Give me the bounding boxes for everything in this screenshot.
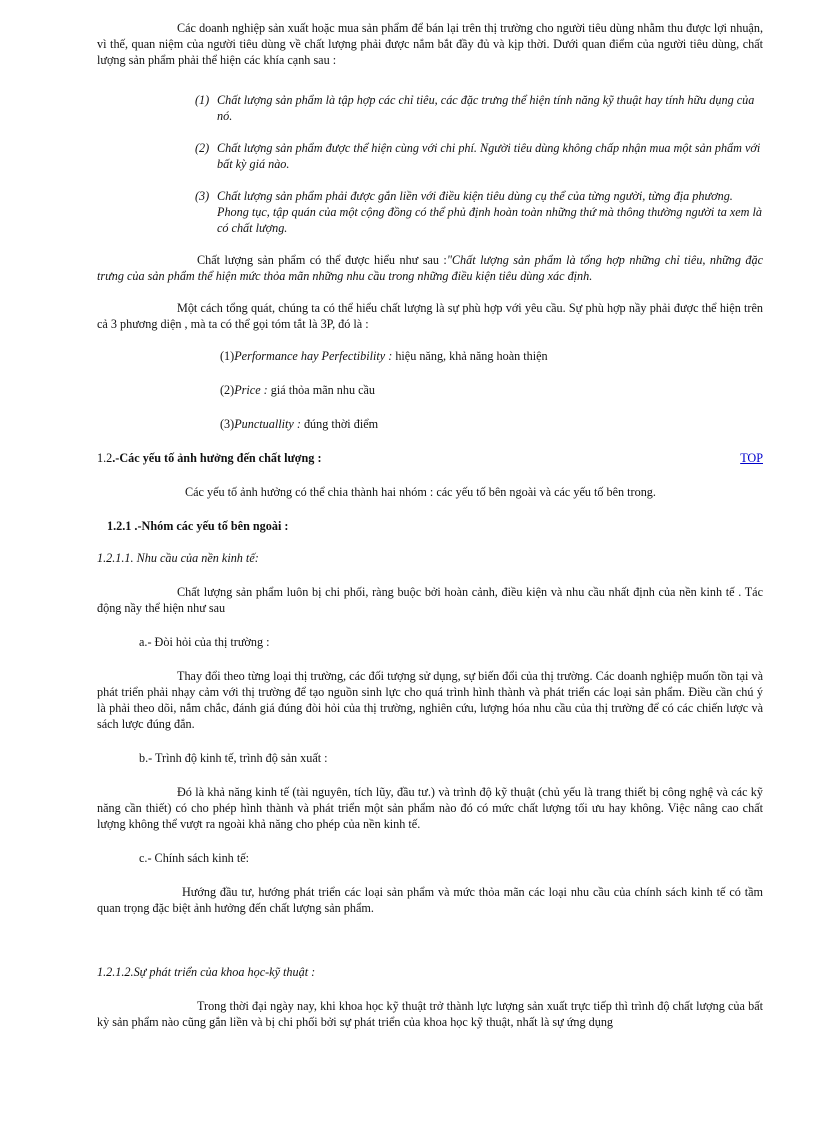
- three-p-desc: hiệu năng, khả năng hoàn thiện: [392, 349, 548, 363]
- section-1-2-1-2-text: Trong thời đại ngày nay, khi khoa học kỹ thuật trở thành lực lượng sản xuất trực tiếp thì trình độ chất lượng của bất kỳ sản phẩm nào cũng gắn liền và bị chi phối bởi sự phát triển của khoa học kỹ thuật, nhất là sự ứng dụng: [97, 999, 763, 1029]
- document-page: [97, 20, 763, 1030]
- subsection-text: Hướng đầu tư, hướng phát triển các loại sản phẩm và mức thỏa mãn các loại nhu cầu của chính sách kinh tế có tầm quan trọng đặc biệt ảnh hưởng đến chất lượng sản phẩm.: [97, 885, 763, 915]
- three-p-item: [220, 382, 763, 398]
- aspect-number: (3): [195, 189, 210, 203]
- aspect-text: Chất lượng sản phẩm được thể hiện cùng với chi phí. Người tiêu dùng không chấp nhận mua một sản phẩm với bất kỳ giá nào.: [217, 141, 761, 171]
- subsection-text: Đó là khả năng kinh tế (tài nguyên, tích lũy, đầu tư.) và trình độ kỹ thuật (chủ yếu là trang thiết bị công nghệ và các kỹ năng cần thiết) có cho phép hình thành và phát triển một sản phẩm nào đó có mức chất lượng tối ưu hay không. Việc nâng cao chất lượng không thể vượt ra ngoài khả năng cho phép của nền kinh tế.: [97, 785, 763, 831]
- section-1-2-heading: [97, 450, 763, 466]
- aspects-list: [195, 92, 763, 236]
- section-number: 1.2: [97, 451, 113, 465]
- three-p-number: (2): [220, 383, 235, 397]
- aspect-number: (2): [195, 141, 210, 155]
- three-p-term: Punctuallity :: [234, 417, 301, 431]
- section-1-2-1-1-intro: Chất lượng sản phẩm luôn bị chi phối, ràng buộc bởi hoàn cảnh, điều kiện và nhu cầu nhất định của nền kinh tế . Tác động nầy thể hiện như sau: [97, 585, 763, 615]
- aspect-item: [195, 140, 763, 172]
- section-1-2-intro: Các yếu tố ảnh hưởng có thể chia thành hai nhóm : các yếu tố bên ngoài và các yếu tố bên trong.: [185, 485, 656, 499]
- three-p-list: [97, 348, 763, 432]
- general-paragraph: Một cách tổng quát, chúng ta có thể hiểu chất lượng là sự phù hợp với yêu cầu. Sự phù hợp nầy phải được thể hiện trên cả 3 phương diện , mà ta có thể gọi tóm tắt là 3P, đó là :: [97, 301, 763, 331]
- subsection-label: a.- Đòi hỏi của thị trường :: [139, 635, 270, 649]
- definition-paragraph: [97, 252, 763, 284]
- section-1-2-1-2-title: 1.2.1.2.Sự phát triển của khoa học-kỹ thuật :: [97, 965, 316, 979]
- section-title-text: .-Các yếu tố ảnh hưởng đến chất lượng :: [112, 451, 322, 465]
- aspect-item: [195, 92, 763, 124]
- top-link[interactable]: TOP: [740, 451, 763, 465]
- aspect-number: (1): [195, 93, 210, 107]
- subsection-label: c.- Chính sách kinh tế:: [139, 851, 250, 865]
- three-p-term: Performance hay Perfectibility :: [234, 349, 393, 363]
- subsection-text: Thay đổi theo từng loại thị trường, các đối tượng sử dụng, sự biến đổi của thị trường. Các doanh nghiệp muốn tồn tại và phát triển phải nhạy cảm với thị trường để tạo nguồn sinh lực cho quá trình hình thành và phát triển các loại sản phẩm. Điều cần chú ý là phải theo dõi, nắm chắc, đánh giá đúng đòi hỏi của thị trường, nghiên cứu, lượng hóa nhu cầu của thị trường để có các chiến lược và sách lược đúng đắn.: [97, 669, 763, 731]
- aspect-text: Chất lượng sản phẩm phải được gắn liền với điều kiện tiêu dùng cụ thể của từng người, từng địa phương. Phong tục, tập quán của một cộng đồng có thể phủ định hoàn toàn những thứ mà thông thường người ta xem là có chất lượng.: [217, 189, 762, 235]
- section-1-2-1-1-title: 1.2.1.1. Nhu cầu của nền kinh tế:: [97, 551, 259, 565]
- definition-quote: "Chất lượng sản phẩm là tổng hợp những chỉ tiêu, những đặc trưng của sản phẩm thể hiện mức thỏa mãn những nhu cầu trong những điều kiện tiêu dùng xác định.: [97, 253, 763, 283]
- aspect-item: [195, 188, 763, 236]
- aspect-text: Chất lượng sản phẩm là tập hợp các chỉ tiêu, các đặc trưng thể hiện tính năng kỹ thuật hay tính hữu dụng của nó.: [217, 93, 755, 123]
- three-p-number: (1): [220, 349, 235, 363]
- definition-lead: Chất lượng sản phẩm có thể được hiểu như sau :: [197, 253, 447, 267]
- intro-paragraph: Các doanh nghiệp sản xuất hoặc mua sản phẩm để bán lại trên thị trường cho người tiêu dùng nhằm thu được lợi nhuận, vì thế, quan niệm của người tiêu dùng về chất lượng phải được nắm bắt đầy đủ và kịp thời. Dưới quan điểm của người tiêu dùng, chất lượng sản phẩm phải thể hiện các khía cạnh sau :: [97, 21, 763, 67]
- three-p-term: Price :: [234, 383, 268, 397]
- three-p-desc: giá thỏa mãn nhu cầu: [267, 383, 376, 397]
- section-title: [97, 450, 322, 466]
- three-p-item: [220, 348, 763, 364]
- section-1-2-1-title: 1.2.1 .-Nhóm các yếu tố bên ngoài :: [107, 519, 289, 533]
- three-p-desc: đúng thời điểm: [300, 417, 379, 431]
- three-p-number: (3): [220, 417, 235, 431]
- three-p-item: [220, 416, 763, 432]
- subsection-label: b.- Trình độ kinh tế, trình độ sản xuất :: [139, 751, 328, 765]
